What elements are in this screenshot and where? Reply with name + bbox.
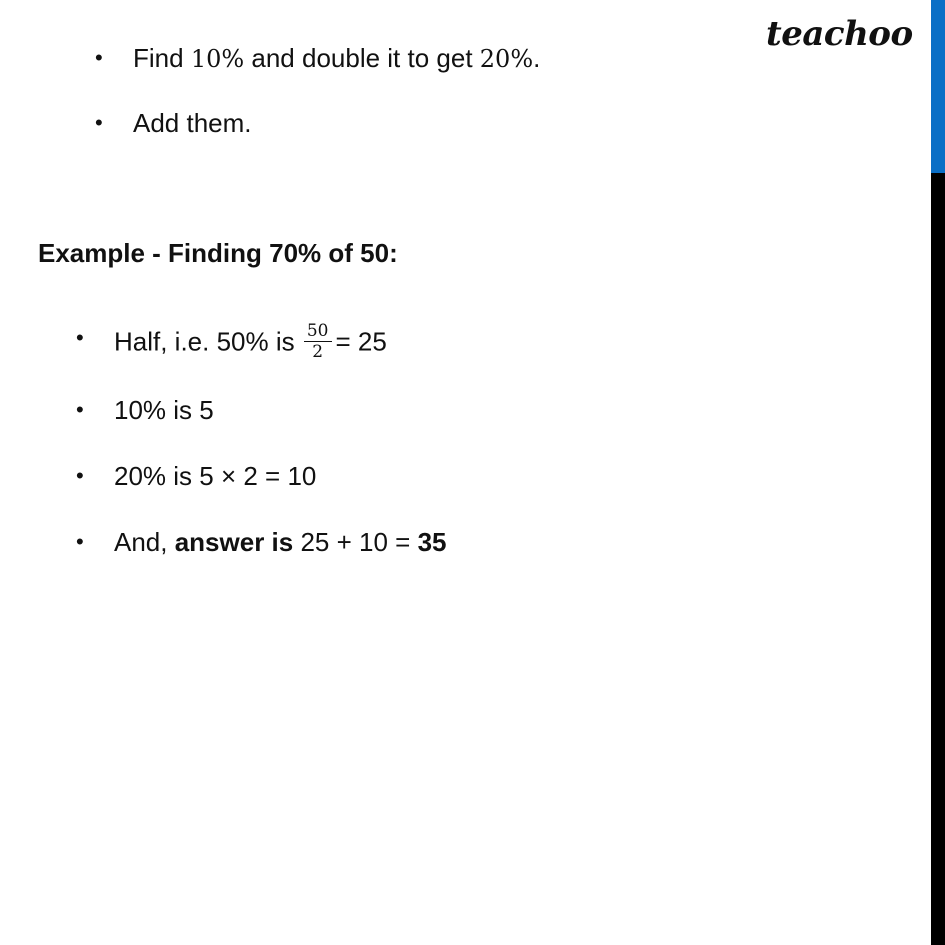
bullet-icon: • [76, 463, 84, 488]
example-heading: Example - Finding 70% of 50: [38, 238, 398, 268]
intro-bullet-2: Add them. [133, 108, 252, 138]
bullet-icon: • [76, 325, 84, 350]
bullet-icon: • [95, 45, 103, 70]
bullet-icon: • [76, 529, 84, 554]
side-accent-bar [931, 0, 945, 945]
example-step-4 [114, 527, 446, 557]
fraction-50-over-2 [304, 321, 332, 362]
side-accent-black [931, 173, 945, 945]
fraction-denominator: 2 [312, 342, 324, 362]
teachoo-logo: teachoo [766, 14, 913, 54]
answer-label: answer is [174, 527, 294, 557]
example-step-1 [114, 323, 387, 364]
intro-bullet-1-middle: and double it to get [244, 43, 480, 73]
side-accent-blue [931, 0, 945, 173]
final-answer: 35 [417, 527, 447, 557]
step-1-prefix: Half, i.e. 50% is [114, 326, 302, 357]
intro-bullet-1-prefix: Find [133, 43, 191, 73]
example-step-2: 10% is 5 [114, 395, 214, 425]
step-1-suffix: = 25 [335, 326, 387, 357]
math-10-percent: 10% [190, 45, 245, 73]
answer-expression: 25 + 10 = [293, 527, 418, 557]
intro-bullet-1-suffix: . [533, 43, 541, 73]
example-step-3: 20% is 5 × 2 = 10 [114, 461, 317, 491]
intro-bullet-1 [133, 43, 540, 74]
step-4-prefix: And, [114, 527, 175, 557]
math-20-percent: 20% [479, 45, 534, 73]
bullet-icon: • [76, 397, 84, 422]
bullet-icon: • [95, 110, 103, 135]
fraction-numerator: 50 [304, 321, 332, 342]
